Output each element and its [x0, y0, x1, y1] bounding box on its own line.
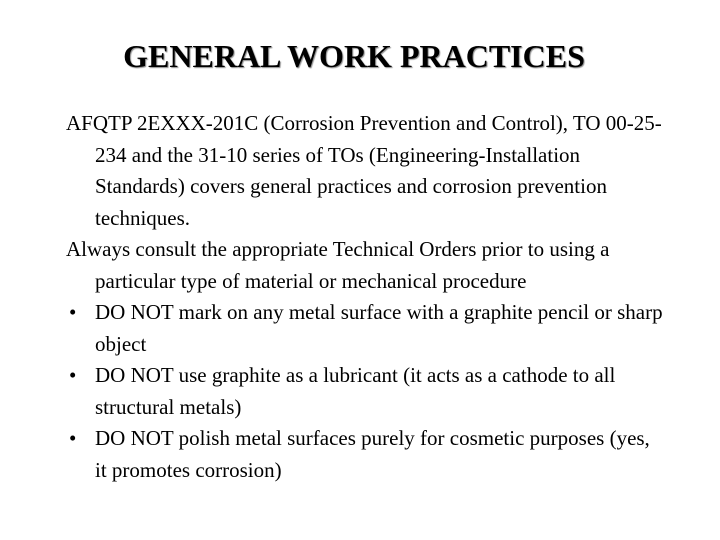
bullet-item-no-polish [66, 423, 666, 486]
paragraph-consult-tos: Always consult the appropriate Technical Orders prior to using a particular type of material or mechanical procedure [66, 237, 610, 293]
paragraph-afqtp: AFQTP 2EXXX-201C (Corrosion Prevention and Control), TO 00-25-234 and the 31-10 series of TOs (Engineering-Installation Standards) covers general practices and corrosion prevention techniques. [66, 111, 662, 230]
bullet-text: DO NOT mark on any metal surface with a graphite pencil or sharp object [95, 300, 663, 356]
slide-body [66, 108, 666, 486]
bullet-item-no-graphite [66, 360, 666, 423]
slide-title: GENERAL WORK PRACTICES [123, 38, 585, 74]
bullet-text: DO NOT polish metal surfaces purely for cosmetic purposes (yes, it promotes corrosion) [95, 426, 650, 482]
bullet-icon: • [69, 363, 77, 387]
bullet-icon: • [69, 300, 77, 324]
bullet-text: DO NOT use graphite as a lubricant (it acts as a cathode to all structural metals) [95, 363, 616, 419]
bullet-item-no-marking [66, 297, 666, 360]
bullet-icon: • [69, 426, 77, 450]
